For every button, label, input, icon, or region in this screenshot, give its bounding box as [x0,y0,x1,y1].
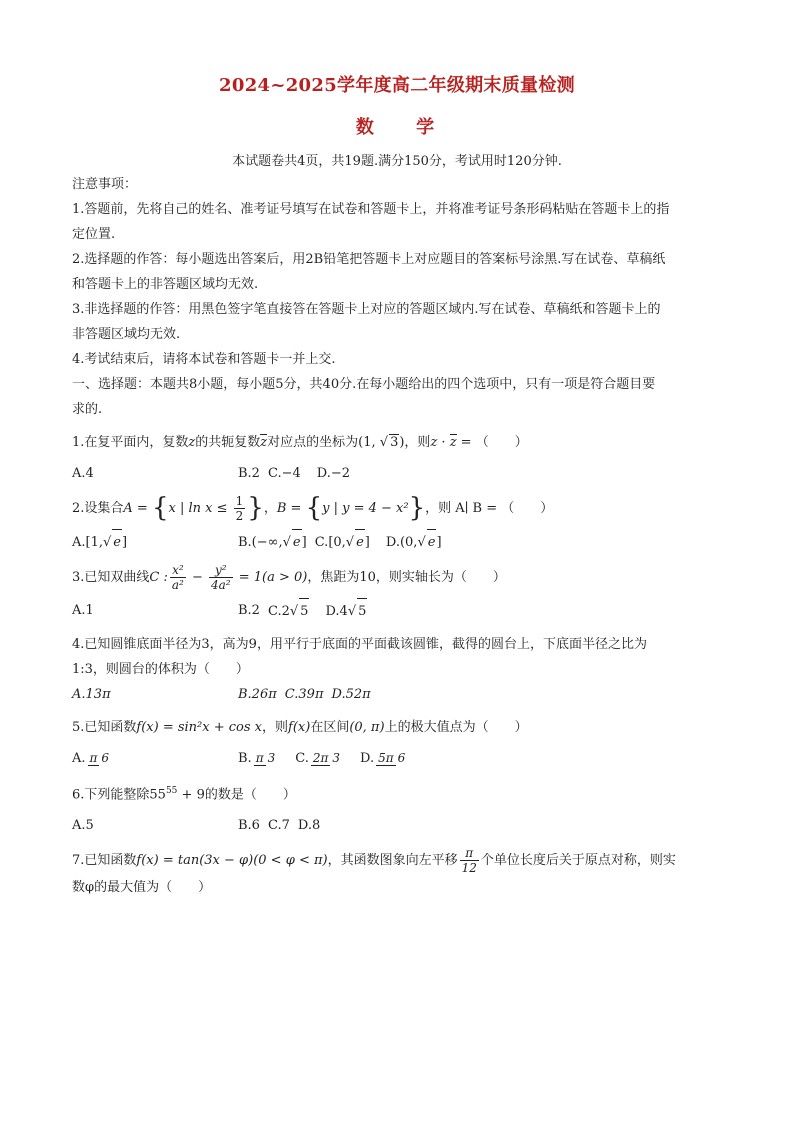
option-d[interactable]: D. 5π 6 [360,751,406,766]
section-heading: 一、选择题：本题共8小题，每小题5分，共40分.在每小题给出的四个选项中，只有一项是符合题目要 [72,377,656,392]
option-d[interactable]: D.(0,√ e] [386,529,442,555]
exam-info: 本试题卷共4页，共19题.满分150分，考试用时120分钟. [232,154,562,169]
question-3: 3.已知双曲线C : $\frac{\text{x²}}{\text{a²}}$ − $\frac{\text{y²}}{\text{4a²}}$ = 1(a > 0)，焦距为10，则实轴长为（ ） [72,563,506,592]
question-3-options [72,598,724,624]
notice-item: 1.答题前，先将自己的姓名、准考证号填写在试卷和答题卡上，并将准考证号条形码粘贴在答题卡上的指 [72,202,670,217]
question-2: 2.设集合A = {x | ln x ≤ $\frac{1}{2}$ }，B = {y | y = 4 − x²}，则 A∣ B = （ ） [72,493,554,523]
notice-item: 和答题卡上的非答题区域均无效. [72,277,259,292]
option-c[interactable]: C.39π [284,687,324,702]
notice-item: 2.选择题的作答：每小题选出答案后，用2B铅笔把答题卡上对应题目的答案标号涂黑.写在试卷、草稿纸 [72,252,666,267]
option-b[interactable]: B.(−∞,√ e] [238,529,307,555]
question-4: 4.已知圆锥底面半径为3，高为9，用平行于底面的平面截该圆锥，截得的圆台上，下底面半径之比为 1:3，则圆台的体积为（ ） [72,637,647,677]
option-a[interactable]: A.4 [72,466,94,481]
option-c[interactable]: C.−4 [267,466,301,481]
option-a[interactable]: A. π 6 [72,751,110,766]
question-6-options [72,813,724,838]
question-1: 1.在复平面内，复数z的共轭复数z对应点的坐标为(1, √ 3)，则z · z = （ ） [72,435,528,450]
option-b[interactable]: B. π 3 [238,751,276,766]
notice-item: 4.考试结束后，请将本试卷和答题卡一并上交. [72,352,336,367]
subject-heading: 数 学 [355,117,453,138]
option-c[interactable]: C.[0,√ e] [315,529,370,555]
question-7: 7.已知函数f(x) = tan(3x − φ)(0 < φ < π)，其函数图象向左平移 $\frac{\pi}{12}$ 个单位长度后关于原点对称，则实 数φ的最大值为（ ） [72,846,676,896]
option-d[interactable]: D.−2 [316,466,351,481]
question-4-options [72,682,724,707]
question-1-options [72,461,724,486]
page-title: 2024~2025学年度高二年级期末质量检测 [219,75,575,96]
question-5-options [72,746,724,771]
option-c[interactable]: C.7 [267,818,290,834]
option-a[interactable]: A.13π [72,687,111,702]
option-d[interactable]: D.4√ 5 [325,598,367,624]
option-b[interactable]: B.26π [238,687,277,702]
question-5: 5.已知函数f(x) = sin²x + cos x，则f(x)在区间(0, π)上的极大值点为（ ） [72,720,528,735]
option-b[interactable]: B.2 [238,603,260,618]
option-b[interactable]: B.2 [238,466,260,481]
question-6: 6.下列能整除$55^{55} + 9$的数是（ ） [72,786,296,803]
option-c[interactable]: C.2√ 5 [268,598,309,624]
exam-body [72,172,724,900]
notice-heading: 注意事项： [72,177,138,192]
option-b[interactable]: B.6 [238,818,260,834]
notice-item: 定位置. [72,227,116,242]
option-c[interactable]: C. 2π 3 [295,751,341,766]
option-a[interactable]: A.1 [72,603,94,618]
notice-item: 非答题区域均无效. [72,327,181,342]
option-a[interactable]: A.5 [72,818,94,834]
option-d[interactable]: D.8 [297,818,321,834]
option-d[interactable]: D.52π [331,687,371,702]
notice-item: 3.非选择题的作答：用黑色签字笔直接答在答题卡上对应的答题区域内.写在试卷、草稿纸和答题卡上的 [72,302,661,317]
option-a[interactable]: A.[1,√ e] [72,529,238,555]
section-heading-cont: 求的. [72,402,103,417]
question-2-options [72,529,724,555]
